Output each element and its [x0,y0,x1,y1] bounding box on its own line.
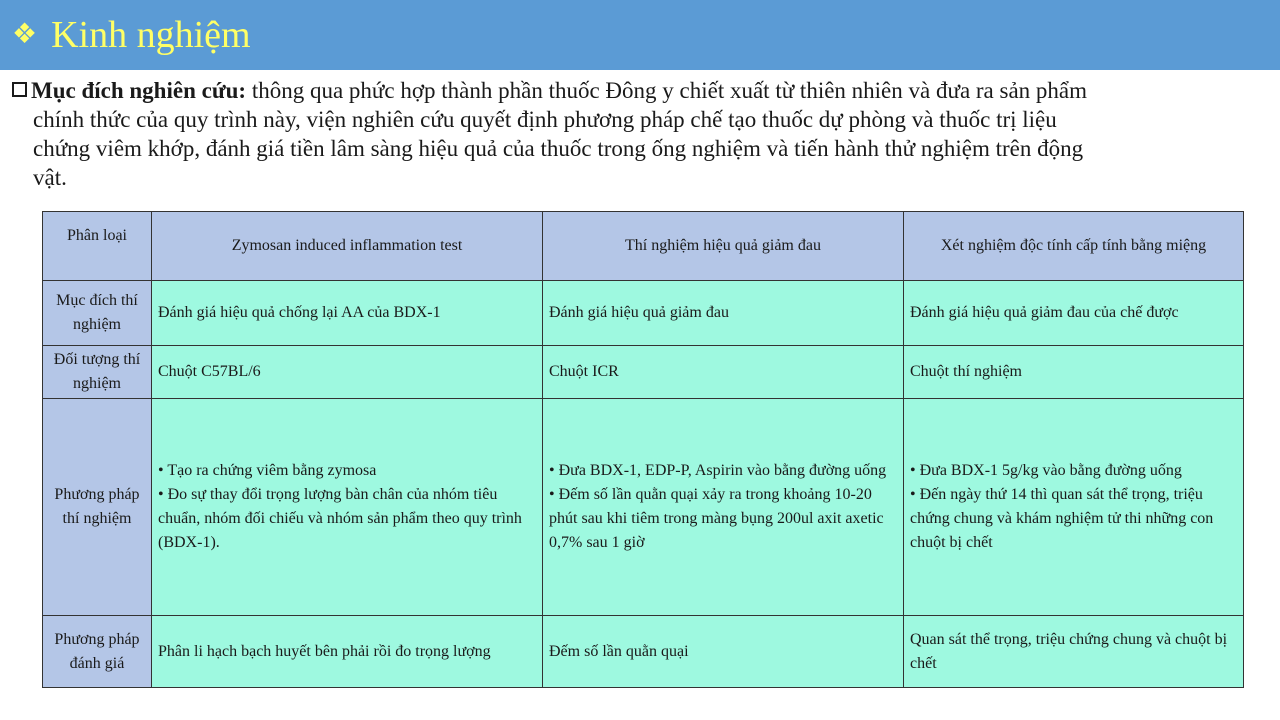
row-label: Phương pháp đánh giá [43,616,152,688]
table-cell: Đánh giá hiệu quả giảm đau [543,281,904,346]
table-row [43,346,1244,399]
table-cell [543,399,904,616]
table-cell: Đánh giá hiệu quả giảm đau của chế được [904,281,1244,346]
table-cell [152,399,543,616]
header-analgesic: Thí nghiệm hiệu quả giảm đau [543,212,904,281]
slide-title: Kinh nghiệm [51,14,251,56]
table-cell: Chuột ICR [543,346,904,399]
intro-line-4: vật. [33,165,67,190]
title-bar [0,0,1280,70]
experiment-table [42,211,1244,688]
row-label: Phương pháp thí nghiệm [43,399,152,616]
table-cell: Đếm số lần quằn quại [543,616,904,688]
intro-line-1: thông qua phức hợp thành phần thuốc Đông y chiết xuất từ thiên nhiên và đưa ra sản phẩm [251,78,1088,103]
intro-label: Mục đích nghiên cứu: [31,78,247,103]
table-cell: Chuột thí nghiệm [904,346,1244,399]
header-toxicity: Xét nghiệm độc tính cấp tính bằng miệng [904,212,1244,281]
table-cell: Quan sát thể trọng, triệu chứng chung và chuột bị chết [904,616,1244,688]
row-label: Mục đích thí nghiệm [43,281,152,346]
list-item: • Đo sự thay đổi trọng lượng bàn chân của nhóm tiêu chuẩn, nhóm đối chiếu và nhóm sản phẩm theo quy trình (BDX-1). [158,486,522,551]
list-item: • Đưa BDX-1, EDP-P, Aspirin vào bằng đường uống [549,462,887,479]
intro-line-3: chứng viêm khớp, đánh giá tiền lâm sàng hiệu quả của thuốc trong ống nghiệm và tiến hành thử nghiệm trên động [33,136,1084,161]
table-header-row [43,212,1244,281]
checkbox-bullet-icon [12,82,27,97]
list-item: • Đưa BDX-1 5g/kg vào bằng đường uống [910,462,1182,479]
table-cell: Phân li hạch bạch huyết bên phải rồi đo trọng lượng [152,616,543,688]
table-cell [904,399,1244,616]
intro-line-2: chính thức của quy trình này, viện nghiên cứu quyết định phương pháp chế tạo thuốc dự phòng và thuốc trị liệu [33,107,1057,132]
list-item: • Đếm số lần quằn quại xảy ra trong khoảng 10-20 phút sau khi tiêm trong màng bụng 200ul axit axetic 0,7% sau 1 giờ [549,486,884,551]
list-item: • Đến ngày thứ 14 thì quan sát thể trọng, triệu chứng chung và khám nghiệm tử thi những con chuột bị chết [910,486,1214,551]
header-zymosan: Zymosan induced inflammation test [152,212,543,281]
header-category: Phân loại [43,212,152,281]
diamond-bullet-icon: ❖ [12,19,38,50]
table-cell: Đánh giá hiệu quả chống lại AA của BDX-1 [152,281,543,346]
intro-paragraph [12,76,1272,192]
table-cell: Chuột C57BL/6 [152,346,543,399]
list-item: • Tạo ra chứng viêm bằng zymosa [158,462,377,479]
table-row [43,281,1244,346]
row-label: Đối tượng thí nghiệm [43,346,152,399]
table-row [43,616,1244,688]
table-row [43,399,1244,616]
